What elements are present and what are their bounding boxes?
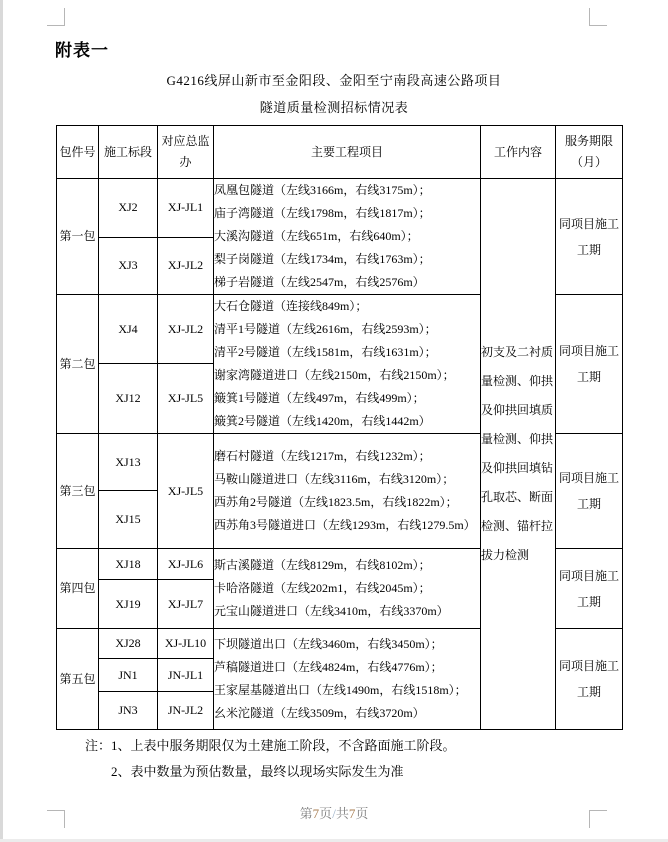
text-boundary-mark-top-left (47, 8, 65, 26)
supervisor-cell: XJ-JL2 (158, 237, 214, 295)
package-name-cell: 第四包 (57, 549, 99, 629)
section-code-cell: XJ13 (99, 434, 158, 491)
project-list-cell (214, 629, 481, 730)
section-code-cell: XJ3 (99, 237, 158, 295)
footer-page-word: 页 (319, 806, 333, 821)
project-line: 梨子岗隧道（左线1734m，右线1763m）； (214, 252, 431, 266)
project-line: 大溪沟隧道（左线651m，右线640m）； (214, 229, 419, 243)
service-period-cell: 同项目施工工期 (556, 434, 623, 549)
column-header-work-content: 工作内容 (481, 126, 556, 179)
supervisor-cell: XJ-JL2 (158, 295, 214, 364)
footer-page-number: 7 (312, 806, 320, 821)
supervisor-cell: XJ-JL5 (158, 434, 214, 549)
package-name-cell: 第三包 (57, 434, 99, 549)
project-line: 簸箕1号隧道（左线497m，右线499m）； (214, 391, 425, 405)
section-code-cell: JN1 (99, 659, 158, 692)
project-line: 卡哈洛隧道（左线202m1，右线2045m）； (214, 581, 431, 595)
text-boundary-mark-top-right (589, 8, 607, 26)
doc-subtitle-line1: G4216线屏山新市至金阳段、金阳至宁南段高速公路项目 (166, 73, 502, 88)
page-title: 附表一 (55, 41, 109, 60)
project-line: 西苏角2号隧道（左线1823.5m，右线1822m）； (214, 495, 458, 509)
project-line: 马鞍山隧道进口（左线3116m，右线3120m）； (214, 472, 455, 486)
supervisor-cell: XJ-JL7 (158, 580, 214, 629)
note-line-2: 2、表中数量为预估数量，最终以现场实际发生为准 (111, 764, 404, 779)
column-header-service-period: 服务期限（月） (556, 126, 623, 179)
footer-total-word: 页 (355, 806, 369, 821)
doc-subtitle-line2: 隧道质量检测招标情况表 (259, 100, 409, 115)
column-header-projects: 主要工程项目 (214, 126, 481, 179)
column-header-section: 施工标段 (99, 126, 158, 179)
section-code-cell: XJ15 (99, 491, 158, 549)
project-line: 王家屋基隧道出口（左线1490m，右线1518m）； (214, 683, 467, 697)
supervisor-cell: XJ-JL5 (158, 364, 214, 434)
package-name-cell: 第一包 (57, 179, 99, 295)
service-period-cell: 同项目施工工期 (556, 549, 623, 629)
project-line: 簸箕2号隧道（左线1420m，右线1442m） (214, 414, 431, 428)
section-code-cell: XJ12 (99, 364, 158, 434)
page-edge-left (0, 0, 3, 842)
supervisor-cell: XJ-JL6 (158, 549, 214, 580)
service-period-cell: 同项目施工工期 (556, 629, 623, 730)
project-line: 谢家湾隧道进口（左线2150m，右线2150m）； (214, 368, 455, 382)
table-header-row (57, 126, 623, 179)
project-line: 西苏角3号隧道进口（左线1293m，右线1279.5m） (214, 518, 476, 532)
supervisor-cell: JN-JL1 (158, 659, 214, 692)
project-list-cell (214, 549, 481, 629)
project-line: 庙子湾隧道（左线1798m，右线1817m）； (214, 206, 431, 220)
note-line-1: 注：1、上表中服务期限仅为土建施工阶段，不含路面施工阶段。 (85, 738, 456, 753)
supervisor-cell: XJ-JL10 (158, 629, 214, 659)
project-line: 芦稿隧道进口（左线4824m，右线4776m）； (214, 660, 443, 674)
footer-page-prefix: 第 (299, 806, 313, 821)
page-footer (0, 803, 668, 822)
project-line: 清平2号隧道（左线1581m，右线1631m）； (214, 345, 437, 359)
project-line: 梯子岩隧道（左线2547m，右线2576m） (214, 275, 425, 289)
footer-separator: / (332, 806, 336, 821)
project-line: 幺米沱隧道（左线3509m，右线3720m） (214, 706, 425, 720)
section-code-cell: XJ28 (99, 629, 158, 659)
supervisor-cell: JN-JL2 (158, 692, 214, 730)
table-notes (85, 733, 456, 785)
project-line: 大石仓隧道（连接线849m）； (214, 299, 368, 313)
project-list-cell (214, 179, 481, 295)
supervisor-cell: XJ-JL1 (158, 179, 214, 238)
project-line: 斯古溪隧道（左线8129m，右线8102m）； (214, 558, 431, 572)
package-name-cell: 第五包 (57, 629, 99, 730)
service-period-cell: 同项目施工工期 (556, 179, 623, 295)
column-header-supervisor: 对应总监办 (158, 126, 214, 179)
footer-total-prefix: 共 (335, 806, 349, 821)
column-header-package: 包件号 (57, 126, 99, 179)
package-name-cell: 第二包 (57, 295, 99, 434)
project-line: 清平1号隧道（左线2616m，右线2593m）； (214, 322, 437, 336)
project-line: 凤凰包隧道（左线3166m，右线3175m）； (214, 183, 431, 197)
service-period-cell: 同项目施工工期 (556, 295, 623, 434)
project-line: 元宝山隧道进口（左线3410m，右线3370m） (214, 604, 449, 618)
footer-total-number: 7 (348, 806, 356, 821)
section-code-cell: XJ18 (99, 549, 158, 580)
project-line: 磨石村隧道（左线1217m，右线1232m）； (214, 449, 431, 463)
project-list-cell (214, 434, 481, 549)
work-content-cell: 初支及二衬质量检测、仰拱及仰拱回填质量检测、仰拱及仰拱回填钻孔取芯、断面检测、锚杆拉拔力检测 (481, 179, 556, 730)
section-code-cell: JN3 (99, 692, 158, 730)
table-row (57, 179, 623, 238)
section-code-cell: XJ4 (99, 295, 158, 364)
tender-table (56, 125, 623, 730)
section-code-cell: XJ19 (99, 580, 158, 629)
project-list-cell (214, 295, 481, 434)
section-code-cell: XJ2 (99, 179, 158, 238)
project-line: 下坝隧道出口（左线3460m，右线3450m）； (214, 637, 443, 651)
